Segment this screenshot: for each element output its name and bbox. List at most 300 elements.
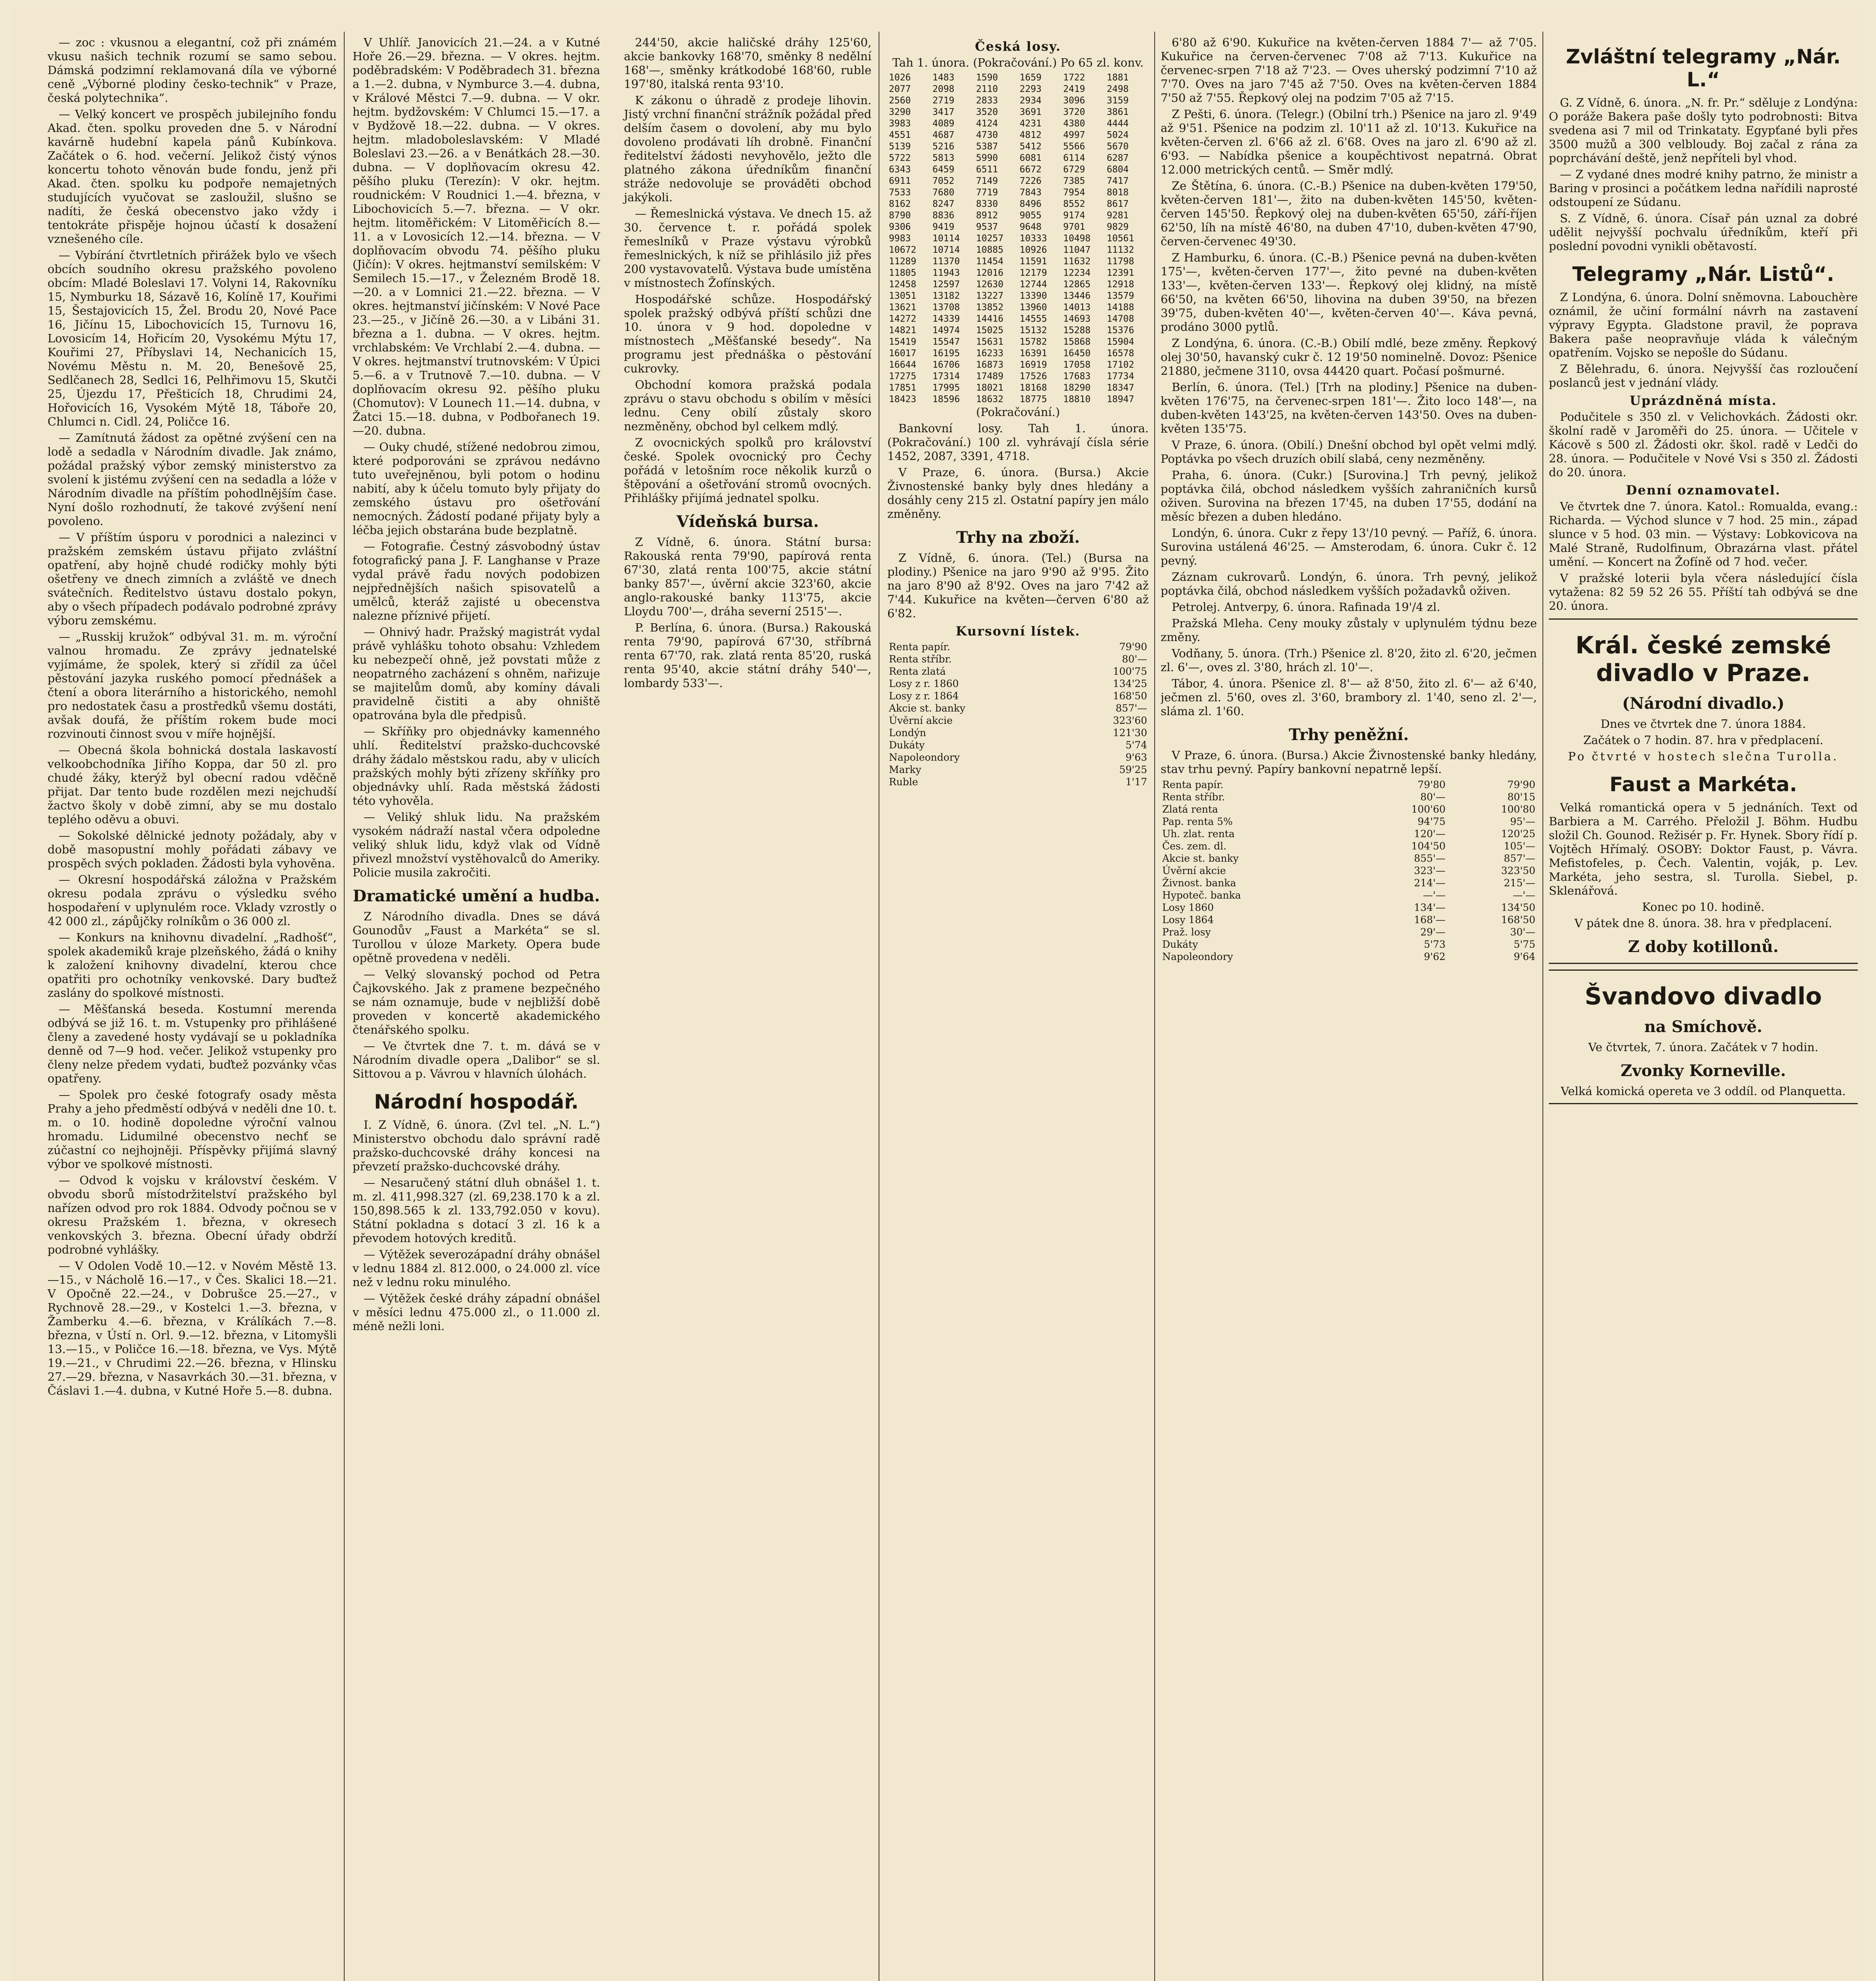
price-value: 80'— [1122, 653, 1147, 665]
lottery-number: 11454 [976, 256, 1004, 267]
rate-row [1161, 950, 1537, 963]
lottery-number: 14821 [889, 325, 917, 336]
lottery-number: 3861 [1107, 107, 1129, 117]
lottery-number: 10672 [889, 245, 917, 255]
section-heading-lots: Česká losy. [975, 39, 1061, 54]
article-paragraph: V pražské loterii byla včera následující čísla vytažena: 82 59 52 26 55. Příští tah odbývá se dne 20. února. [1549, 571, 1858, 613]
lottery-number: 9983 [889, 233, 911, 244]
theatre-title: Král. české zemské divadlo v Praze. [1575, 632, 1831, 687]
rate-row [1161, 840, 1537, 852]
rate-name: Praž. losy [1162, 926, 1211, 938]
price-row [887, 690, 1149, 702]
column-rule [344, 32, 345, 1981]
lottery-row [887, 118, 1149, 130]
article-paragraph: Praha, 6. února. (Cukr.) [Surovina.] Trh pevný, jelikož poptávka čilá, obchod následkem vyšších zahraničních kursů oživen. Surovina na březen 17'45, na duben 17'55, dodání na měsíc březen a duben hledáno. [1161, 468, 1537, 523]
rate-bid: —'— [1423, 889, 1446, 901]
price-value: 100'75 [1113, 666, 1147, 677]
lottery-number: 12016 [976, 268, 1004, 278]
article-paragraph: G. Z Vídně, 6. února. „N. fr. Pr.“ sděluje z Londýna: O poráže Bakera paše došly tyto podrobnosti: Bitva svedena asi 7 mil od Trinkataty. Egypťané byli přes 3500 mužů a 300 velbloudy. Boj začal z rána za poprchávání deště, jenž nepříteli byl vhod. [1549, 96, 1858, 165]
price-value: 323'60 [1113, 715, 1147, 726]
rate-ask: 120'25 [1501, 828, 1535, 840]
article-paragraph: — Z vydané dnes modré knihy patrno, že ministr a Baring v prosinci a počátkem ledna nařídili naprosté odstoupení ze Súdanu. [1549, 168, 1858, 209]
lottery-number: 8790 [889, 210, 911, 221]
article-paragraph: — Fotografie. Čestný zásvobodný ústav fotografický pana J. F. Langhanse v Praze vydal právě řadu nových podobizen nejpřednějších našich spisovatelů a umělců, kteráž zajisté u obecenstva nalezne příznivé přijetí. [353, 540, 600, 622]
lottery-number: 13579 [1107, 291, 1134, 301]
article-paragraph: Z Národního divadla. Dnes se dává Gounodův „Faust a Markéta“ se sl. Turollou v úloze Markety. Opera bude opětně provedena v neděli. [353, 910, 600, 965]
lottery-number: 17683 [1063, 371, 1091, 382]
rate-name: Renta papír. [1162, 779, 1224, 790]
price-row [887, 763, 1149, 776]
lottery-number: 16919 [1020, 360, 1047, 370]
rate-name: Napoleondory [1162, 951, 1233, 962]
lottery-number: 5216 [932, 141, 955, 152]
lottery-number: 4380 [1063, 118, 1085, 129]
price-row [887, 751, 1149, 763]
article-paragraph: Z ovocnických spolků pro království české. Spolek ovocnický pro Čechy pořádá v letošním roce několik kurzů o štěpování a ošetřování stromů ovocných. Přihlášky přijímá jednatel spolku. [624, 436, 871, 505]
lottery-number: 3290 [889, 107, 911, 117]
lottery-row [887, 233, 1149, 244]
lottery-number: 15376 [1107, 325, 1134, 336]
column-3 [887, 36, 1149, 1981]
theatre-title: Švandovo divadlo [1584, 983, 1822, 1010]
lottery-number: 1483 [932, 73, 955, 83]
lottery-number: 7719 [976, 187, 998, 198]
section-heading-notices: Denní oznamovatel. [1626, 483, 1781, 498]
article-paragraph: — Veliký shluk lidu. Na pražském vysokém nádraží nastal včera odpoledne veliký shluk lidu, když vlak od Vídně přivezl množství vystěhovalců do Ameriky. Policie musila zakročiti. [353, 810, 600, 879]
lottery-number: 4687 [932, 130, 955, 140]
article-paragraph: — Výtěžek severozápadní dráhy obnášel v lednu 1884 zl. 812.000, o 24.000 zl. více než v lednu roku minulého. [353, 1248, 600, 1289]
lottery-number: 12744 [1020, 279, 1047, 290]
lottery-number: 14708 [1107, 314, 1134, 324]
lottery-number: 11591 [1020, 256, 1047, 267]
lottery-number: 10885 [976, 245, 1004, 255]
lottery-number: 14974 [932, 325, 960, 336]
lottery-number: 4231 [1020, 118, 1042, 129]
lottery-number: 2293 [1020, 84, 1042, 94]
lottery-number: 7680 [932, 187, 955, 198]
rate-name: Akcie st. banky [1162, 853, 1239, 864]
lottery-row [887, 359, 1149, 371]
lottery-number: 2077 [889, 84, 911, 94]
lottery-number: 10257 [976, 233, 1004, 244]
lottery-number: 16391 [1020, 348, 1047, 359]
price-value: 121'30 [1113, 727, 1147, 739]
theatre-subtitle: na Smíchově. [1644, 1017, 1763, 1036]
lottery-number: 12179 [1020, 268, 1047, 278]
section-heading-economy: Národní hospodář. [374, 1090, 579, 1113]
lottery-number: 18596 [932, 394, 960, 405]
lottery-number: 4997 [1063, 130, 1085, 140]
rate-bid: 323'— [1414, 865, 1446, 876]
lottery-number: 14693 [1063, 314, 1091, 324]
article-paragraph: — Sokolské dělnické jednoty požádaly, aby v době masopustní mohly pořádati zábavy ve prospěch svých pokladen. Žádosti byla vyhověna. [48, 829, 337, 870]
article-paragraph: — „Russkij kružok“ odbýval 31. m. m. výroční valnou hromadu. Ze zprávy jednatelské vyjímáme, že spolek, který si zřídil za účel pěstování jazyka ruského pomocí přednášek a čtení a obora literárního a historického, nemohl pro nedostatek času a prostředků všemu dostáti, avšak doufá, že příštím rokem bude moci rozvinouti činnost svou v míře hojnější. [48, 630, 337, 740]
lottery-number: 9537 [976, 222, 998, 232]
price-name: Dukáty [889, 739, 925, 751]
lottery-row [887, 290, 1149, 302]
lottery-number: 16644 [889, 360, 917, 370]
price-name: Akcie st. banky [889, 702, 965, 714]
lottery-row [887, 302, 1149, 313]
lottery-number: 4812 [1020, 130, 1042, 140]
price-name: Losy z r. 1864 [889, 690, 959, 702]
article-paragraph: P. Berlína, 6. února. (Bursa.) Rakouská renta 79'90, papírová 67'30, stříbrná renta 67'70, rak. zlatá renta 85'20, ruská renta 95'40, akcie státní dráhy 540'—, lombardy 533'—. [624, 621, 871, 690]
lottery-number: 1026 [889, 73, 911, 83]
article-paragraph: — Ve čtvrtek dne 7. t. m. dává se v Národním divadle opera „Dalibor“ se sl. Sittovou a p. Vávrou v hlavních úlohách. [353, 1039, 600, 1080]
rate-row [1161, 877, 1537, 889]
lottery-number: 2719 [932, 95, 955, 106]
lottery-number: 8018 [1107, 187, 1129, 198]
lottery-number: 6511 [976, 164, 998, 175]
column-2 [353, 36, 871, 1981]
article-paragraph: — Výtěžek české dráhy západní obnášel v měsíci lednu 475.000 zl., o 11.000 zl. méně nežli loni. [353, 1292, 600, 1333]
lottery-number: 14272 [889, 314, 917, 324]
lottery-number: 11798 [1107, 256, 1134, 267]
lottery-number: 13960 [1020, 302, 1047, 313]
section-heading-telegrams-special: Zvláštní telegramy „Nár. L.“ [1566, 45, 1841, 91]
lottery-number: 6114 [1063, 153, 1085, 163]
lottery-number: 5990 [976, 153, 998, 163]
lottery-row [887, 267, 1149, 279]
article-paragraph: — Okresní hospodářská záložna v Pražském okresu podala zprávu o výsledku svého hospodaření v uplynulém roce. Vklady vzrostly o 42 000 zl., zápůjčky rolníkům o 36 000 zl. [48, 873, 337, 928]
lottery-number: 10714 [932, 245, 960, 255]
lottery-number: 5813 [932, 153, 955, 163]
article-paragraph: — Skříňky pro objednávky kamenného uhlí. Ředitelství pražsko-duchcovské dráhy žádalo městskou radu, aby v ulicích pražských mohly býti zřízeny skříňky pro objednávky uhlí. Rada městská žádosti této vyhověla. [353, 725, 600, 807]
lottery-number: 12865 [1063, 279, 1091, 290]
article-paragraph: Z Vídně, 6. února. (Tel.) (Bursa na plodiny.) Pšenice na jaro 9'90 až 9'95. Žito na jaro 8'90 až 8'92. Oves na jaro 7'42 až 7'44. Kukuřice na květen—červen 6'80 až 6'82. [887, 551, 1149, 620]
price-row [887, 678, 1149, 690]
lottery-row [887, 256, 1149, 267]
lottery-number: 7843 [1020, 187, 1042, 198]
article-paragraph: — Ohnivý hadr. Pražský magistrát vydal právě vyhlášku tohoto obsahu: Vzhledem ku nebezpečí ohně, jež povstati může z neopatrného zacházení s ohněm, nařizuje se majitelům domů, aby komíny dávali pravidelně čistiti a aby ohniště opatrována byla dle předpisů. [353, 625, 600, 722]
lottery-number: 13051 [889, 291, 917, 301]
article-paragraph: — Velký koncert ve prospěch jubilejního fondu Akad. čten. spolku proveden dne 5. v Národní kavárně hudební kapela pánů Kubínkova. Začátek o 6. hod. večerní. Jelikož čistý výnos koncertu tohoto věnován bude fondu, jenž při Akad. čten. spolku ku podpoře nemajetných studujících vyučovat se zasloužil, slušno se nadíti, že česká obecenstvo jako vždy i tentokráte přispěje hojnou účastí k dosažení vznešeného cíle. [48, 107, 337, 246]
article-paragraph: — Ouky chudé, stížené nedobrou zimou, které podporováni se zprávou nedávno tuto uveřejněnou, byli potom o hodinu nabití, aby k účelu tomuto byly přijaty do zemského ústavu pro ošetřování nemocných. Žádostí podané přijaty byly a léčba jejich obstarána bude bezplatně. [353, 440, 600, 537]
lottery-row [887, 130, 1149, 141]
lottery-number: 1590 [976, 73, 998, 83]
article-paragraph: — Spolek pro české fotografy osady města Prahy a jeho předměstí odbývá v neděli dne 10. t. m. o 10. hodině dopoledne výroční valnou hromadu. Lidumilné obecenstvo nechť se zúčastní co nejhojněji. Příspěvky přijímá slavný výbor ve spolkové místnosti. [48, 1088, 337, 1171]
lottery-row [887, 72, 1149, 84]
rate-bid: 9'62 [1424, 951, 1446, 962]
rate-name: Dukáty [1162, 939, 1198, 950]
rate-ask: 134'50 [1501, 902, 1535, 913]
lottery-number: 9306 [889, 222, 911, 232]
newspaper-page [12, 8, 1864, 1981]
column-rule [1154, 32, 1155, 1981]
lottery-number: 3720 [1063, 107, 1085, 117]
rate-name: Čes. zem. dl. [1162, 840, 1227, 852]
lottery-number: 6343 [889, 164, 911, 175]
price-name: Ruble [889, 776, 918, 788]
rate-bid: 29'— [1420, 926, 1446, 938]
lottery-number: 3691 [1020, 107, 1042, 117]
lottery-number: 18810 [1063, 394, 1091, 405]
lottery-number: 11370 [932, 256, 960, 267]
price-row [887, 665, 1149, 678]
lottery-number: 10114 [932, 233, 960, 244]
lottery-number: 2419 [1063, 84, 1085, 94]
rate-bid: 168'— [1414, 914, 1446, 926]
lottery-number: 17734 [1107, 371, 1134, 382]
lottery-number: 15025 [976, 325, 1004, 336]
lottery-number: 14416 [976, 314, 1004, 324]
rate-ask: 79'90 [1507, 779, 1535, 790]
rate-ask: 80'15 [1507, 791, 1535, 803]
price-table [887, 641, 1149, 788]
article-paragraph: — Měšťanská beseda. Kostumní merenda odbývá se již 16. t. m. Vstupenky pro přihlášené členy a zavedené hosty vydávají se u pokladníka denně od 7—9 hod. večer. Jelikož vstupenky pro členy nelze předem vydati, buďtež pozvánky včas opatřeny. [48, 1002, 337, 1085]
lottery-number: 3096 [1063, 95, 1085, 106]
lottery-row [887, 336, 1149, 348]
lottery-number: 17314 [932, 371, 960, 382]
lottery-number: 2498 [1107, 84, 1129, 94]
lottery-number: 9829 [1107, 222, 1129, 232]
lottery-number: 2110 [976, 84, 998, 94]
lottery-number: 10333 [1020, 233, 1047, 244]
lottery-number: 13446 [1063, 291, 1091, 301]
lottery-number: 14188 [1107, 302, 1134, 313]
article-paragraph: Vodňany, 5. února. (Trh.) Pšenice zl. 8'20, žito zl. 6'20, ječmen zl. 6'—, oves zl. 3'80, hrách zl. 10'—. [1161, 647, 1537, 674]
lottery-number: 6729 [1063, 164, 1085, 175]
rate-bid: 120'— [1414, 828, 1446, 840]
price-name: Londýn [889, 727, 926, 739]
lottery-number: 16450 [1063, 348, 1091, 359]
price-row [887, 653, 1149, 665]
lottery-number: 18347 [1107, 383, 1134, 393]
price-name: Renta stříbr. [889, 653, 952, 665]
lottery-number: 5387 [976, 141, 998, 152]
lottery-number: 8330 [976, 199, 998, 209]
article-paragraph: — Odvod k vojsku v království českém. V obvodu sborů místodržitelství pražského byl nařízen odvod pro rok 1884. Odvody počnou se v okresu Pražském 1. března, v okresech venkovských 3. března. Obecní úřady obdrží podrobné vyhlášky. [48, 1174, 337, 1256]
lottery-row [887, 325, 1149, 336]
lottery-number: 6672 [1020, 164, 1042, 175]
lottery-row [887, 95, 1149, 107]
lottery-row [887, 187, 1149, 198]
lottery-row [887, 371, 1149, 382]
lottery-number: 16578 [1107, 348, 1134, 359]
lottery-number: 17489 [976, 371, 1004, 382]
lottery-number: 3520 [976, 107, 998, 117]
price-value: 857'— [1115, 702, 1147, 714]
lottery-number: 13390 [1020, 291, 1047, 301]
lottery-number: 16233 [976, 348, 1004, 359]
price-row [887, 714, 1149, 727]
theatre-date: Dnes ve čtvrtek dne 7. února 1884. [1600, 717, 1806, 731]
column-5 [1549, 36, 1858, 1981]
rate-bid: 5'73 [1424, 939, 1446, 950]
lottery-number: 11805 [889, 268, 917, 278]
theatre-next: V pátek dne 8. února. 38. hra v předplacení. [1574, 916, 1832, 930]
price-name: Losy z r. 1860 [889, 678, 959, 689]
lottery-number: 8836 [932, 210, 955, 221]
lottery-number: 1881 [1107, 73, 1129, 83]
lottery-number: 11289 [889, 256, 917, 267]
lottery-number: 10498 [1063, 233, 1091, 244]
lottery-row [887, 107, 1149, 118]
lottery-number: 15288 [1063, 325, 1091, 336]
lottery-number: 17058 [1063, 360, 1091, 370]
lottery-number: 10561 [1107, 233, 1134, 244]
lottery-number: 3159 [1107, 95, 1129, 106]
price-value: 134'25 [1113, 678, 1147, 689]
rate-ask: 5'75 [1514, 939, 1535, 950]
column-2-left [353, 36, 600, 1336]
lottery-number: 4124 [976, 118, 998, 129]
rate-bid: 100'60 [1411, 803, 1446, 815]
rate-row [1161, 779, 1537, 791]
rate-bid: 80'— [1420, 791, 1446, 803]
price-name: Úvěrní akcie [889, 715, 953, 726]
rate-name: Losy 1864 [1162, 914, 1214, 926]
rate-ask: 168'50 [1501, 914, 1535, 926]
lottery-row [887, 153, 1149, 164]
article-paragraph: — Řemeslnická výstava. Ve dnech 15. až 30. července t. r. pořádá spolek řemeslníků v Praze výstavu výrobků řemeslnických, k níž se přihlásilo již přes 200 vystavovatelů. Výstava bude umístěna v místnostech Žofínských. [624, 207, 871, 290]
lottery-number: 3417 [932, 107, 955, 117]
theatre-play-text: Velká romantická opera v 5 jednáních. Text od Barbiera a M. Carrého. Přeložil J. Böhm. Hudbu složil Ch. Gounod. Režisér p. Fr. Hynek. Sbory řídí p. Vojtěch Hřímalý. OSOBY: Doktor Faust, p. Vávra. Mefistofeles, p. Čech. Valentin, voják, p. Lev. Markéta, jeho sestra, sl. Turolla. Siebel, p. Sklenářová. [1549, 801, 1858, 897]
article-paragraph: Tábor, 4. února. Pšenice zl. 8'— až 8'50, žito zl. 6'— až 6'40, ječmen zl. 5'60, oves zl. 3'60, brambory zl. 1'40, seno zl. 2'—, sláma zl. 1'60. [1161, 677, 1537, 718]
lottery-number: 18168 [1020, 383, 1047, 393]
lottery-number: 11047 [1063, 245, 1091, 255]
lottery-number: 9055 [1020, 210, 1042, 221]
rate-bid: 79'80 [1417, 779, 1446, 790]
section-heading-prices: Kursovní lístek. [955, 624, 1081, 639]
section-heading-grain: Trhy na zboží. [956, 528, 1080, 547]
lottery-number: 6804 [1107, 164, 1129, 175]
lots-intro: Tah 1. února. (Pokračování.) Po 65 zl. konv. [892, 56, 1144, 69]
rate-row [1161, 926, 1537, 938]
rate-bid: 94'75 [1417, 816, 1446, 827]
rate-ask: 95'— [1510, 816, 1535, 827]
lottery-number: 18947 [1107, 394, 1134, 405]
lottery-number: 14555 [1020, 314, 1047, 324]
lottery-number: 12458 [889, 279, 917, 290]
lottery-number: 15419 [889, 337, 917, 347]
rate-ask: 100'80 [1501, 803, 1535, 815]
lottery-row [887, 198, 1149, 210]
lottery-number: 15904 [1107, 337, 1134, 347]
lottery-number: 12597 [932, 279, 960, 290]
price-row [887, 739, 1149, 751]
article-paragraph: Obchodní komora pražská podala zprávu o stavu obchodu s obilím v měsíci lednu. Ceny obilí zůstaly skoro nezměněny, obchod byl celkem mdlý. [624, 378, 871, 433]
price-name: Marky [889, 764, 921, 775]
lottery-number: 16017 [889, 348, 917, 359]
lottery-number: 7149 [976, 176, 998, 186]
lottery-row [887, 141, 1149, 153]
theatre-guest: Po čtvrté v hostech slečna Turolla. [1568, 750, 1839, 763]
article-paragraph: — Konkurs na knihovnu divadelní. „Radhošť“, spolek akademiků kraje plzeňského, žádá o knihy k založení knihovny divadelní, kterou chce opatřiti pro ochotníky venkovské. Dary buďtež zaslány do spolkové místnosti. [48, 931, 337, 1000]
lottery-number: 5670 [1107, 141, 1129, 152]
lottery-number: 12918 [1107, 279, 1134, 290]
lottery-row [887, 382, 1149, 394]
lottery-number: 5139 [889, 141, 911, 152]
article-paragraph: S. Z Vídně, 6. února. Císař pán uznal za dobré udělit nejvyšší pochvalu úředníkům, kteří při poslední povodni vynikli obětavostí. [1549, 212, 1858, 253]
lottery-number: 12630 [976, 279, 1004, 290]
section-heading-bourse: Vídeňská bursa. [676, 512, 819, 531]
lottery-number: 2833 [976, 95, 998, 106]
lottery-number: 8912 [976, 210, 998, 221]
lottery-number: 1722 [1063, 73, 1085, 83]
lottery-number: 12234 [1063, 268, 1091, 278]
price-value: 79'90 [1119, 641, 1147, 653]
rate-row [1161, 938, 1537, 950]
rate-name: Živnost. banka [1162, 877, 1236, 889]
rate-ask: 323'50 [1501, 865, 1535, 876]
article-paragraph: Z Vídně, 6. února. Státní bursa: Rakouská renta 79'90, papírová renta 67'30, zlatá renta 100'75, akcie státní banky 857'—, úvěrní akcie 323'60, akcie anglo-rakouské banky 113'75, akcie Lloydu 700'—, dráha severní 2515'—. [624, 535, 871, 618]
lottery-numbers-table [887, 72, 1149, 405]
article-paragraph: — Zamítnutá žádost za opětné zvýšení cen na lodě a sedadla v Národním divadle. Jak známo, požádal pražský výbor zemský ministerstvo za svolení k jistému zvýšení cen na sedadla a lóže v Národním divadle na příštím pohodlnějším čase. Nyní došlo rozhodnutí, že takové zvýšení není povoleno. [48, 431, 337, 528]
lottery-number: 15132 [1020, 325, 1047, 336]
price-row [887, 641, 1149, 653]
article-paragraph: — Velký slovanský pochod od Petra Čajkovského. Jak z pramene bezpečného se nám oznamuje, bude v nejbližší době proveden v koncertě akademického čtenářského spolku. [353, 968, 600, 1036]
article-paragraph: 244'50, akcie haličské dráhy 125'60, akcie bankovky 168'70, směnky 8 nedělní 168'—, směnky krátkodobé 168'60, ruble 197'80, italská renta 93'10. [624, 36, 871, 91]
theatre-play-title: Zvonky Korneville. [1621, 1061, 1786, 1080]
lottery-number: 2098 [932, 84, 955, 94]
lottery-number: 8552 [1063, 199, 1085, 209]
price-name: Renta papír. [889, 641, 950, 653]
lottery-number: 5566 [1063, 141, 1085, 152]
lottery-row [887, 221, 1149, 233]
rate-row [1161, 889, 1537, 901]
rate-row [1161, 803, 1537, 815]
article-paragraph: — zoc : vkusnou a elegantní, což při známém vkusu našich technik rozumí se samo sebou. Dámská podzimní reklamovaná díla ve výborné ceně „Výborné plodiny česko-technik“ v Praze, česká polytechnika“. [48, 36, 337, 105]
lottery-number: 14013 [1063, 302, 1091, 313]
lottery-number: 7385 [1063, 176, 1085, 186]
lottery-row [887, 394, 1149, 405]
rate-ask: 30'— [1510, 926, 1535, 938]
article-paragraph: Z Hamburku, 6. února. (C.-B.) Pšenice pevná na duben-květen 175'—, květen-červen 177'—, žito pevné na duben-květen 133'—, květen-červen 133'—. Řepkový olej klidný, na místě 66'50, na květen 66'50, lihovina na duben 39'50, na březen 39'75, duben-květen 40'—, květen-červen 40'—. Káva pevná, prodáno 3000 pytlů. [1161, 251, 1537, 334]
article-paragraph: Berlín, 6. února. (Tel.) [Trh na plodiny.] Pšenice na duben-květen 176'75, na červenec-srpen 181'—. Žito loco 148'—, na duben-květen 143'25, na květen-červen 143'50. Oves na duben-květen 135'75. [1161, 380, 1537, 435]
lottery-number: 17102 [1107, 360, 1134, 370]
lottery-number: 9701 [1063, 222, 1085, 232]
rate-ask: 857'— [1504, 853, 1535, 864]
article-paragraph: — Obecná škola bohnická dostala laskavostí velkoobchodníka Jiřího Koppa, dar 50 zl. pro chudé žáky, kterýž byl obecní radou vděčně přijat. Dar tento bude rozdělen mezi nejchudší žactvo školy v době zimní, aby se mu dostalo teplého oděvu a obuvi. [48, 743, 337, 826]
article-paragraph: V Uhlíř. Janovicích 21.—24. a v Kutné Hoře 26.—29. března. — V okres. hejtm. poděbradském: V Poděbradech 31. března a 1.—2. dubna, v Nymburce 3.—4. dubna, v Králové Městci 7.—9. dubna. — V okr. hejtm. bydžovském: V Chlumci 15.—17. a v Bydžově 18.—22. dubna. — V okres. hejtm. mladoboleslavském: V Mladé Boleslavi 23.—26. a v Benátkách 28.—30. dubna. — V doplňovacím okresu 42. pěšího pluku (Terezín): V okr. hejtm. roudnickém: V Roudnici 1.—4. března, v Libochovicích 5.—7. března. — V okr. hejtm. litoměřickém: V Litoměřicích 8.—11. a v Lovosicích 12.—14. března. — V doplňovacím obvodu 74. pěšího pluku (Jičín): V okres. hejtmanství semilském: V Semilech 15.—17., v Železném Brodě 18.—20. a v Lomnici 21.—22. března. — V okres. hejtmanství jičínském: V Nové Pace 23.—25., v Jičíně 26.—30. a v Libáni 31. března a 1. dubna. — V okres. hejtm. vrchlabském: Ve Vrchlabí 2.—4. dubna. — V okres. hejtmanství trutnovském: V Úpici 5.—6. a v Trutnově 7.—10. dubna. — V doplňovacím okresu 92. pěšího pluku (Chomutov): V Lounech 11.—14. dubna, v Žatci 15.—18. dubna, v Podbořanech 19.—20. dubna. [353, 36, 600, 437]
lottery-number: 8496 [1020, 199, 1042, 209]
article-paragraph: Bankovní losy. Tah 1. února. (Pokračování.) 100 zl. vyhrávají čísla série 1452, 2087, 3391, 4718. [887, 422, 1149, 463]
lottery-number: 4730 [976, 130, 998, 140]
rate-bid: 134'— [1414, 902, 1446, 913]
rate-ask: 215'— [1504, 877, 1535, 889]
lottery-number: 16873 [976, 360, 1004, 370]
article-paragraph: Ze Štětína, 6. února. (C.-B.) Pšenice na duben-květen 179'50, květen-červen 181'—, žito na duben-květen 145'50, květen-červen 145'50. Řepkový olej na duben-květen 65'50, září-říjen 62'50, líh na místě 46'80, na duben 47'10, duben-květen 47'90, červen-červenec 49'30. [1161, 179, 1537, 248]
lottery-number: 18290 [1063, 383, 1091, 393]
article-paragraph: 6'80 až 6'90. Kukuřice na květen-červen 1884 7'— až 7'05. Kukuřice na červen-červenec 7'08 až 7'13. Kukuřice na červenec-srpen 7'18 až 7'23. — Oves uherský podzimní 7'10 až 7'70. Oves na jaro 7'45 až 7'50. Oves na květen-červen 1884 7'50 až 7'55. Řepkový olej na podzim 7'05 až 7'15. [1161, 36, 1537, 105]
rate-ask: —'— [1513, 889, 1535, 901]
article-paragraph: V Praze, 6. února. (Bursa.) Akcie Živnostenské banky byly dnes hledány a dosáhly ceny 215 zl. Ostatní papíry jen málo změněny. [887, 466, 1149, 521]
rate-name: Pap. renta 5% [1162, 816, 1233, 827]
lottery-number: 6459 [932, 164, 955, 175]
price-name: Napoleondory [889, 752, 960, 763]
lottery-number: 2934 [1020, 95, 1042, 106]
lottery-number: 15782 [1020, 337, 1047, 347]
article-paragraph: Londýn, 6. února. Cukr z řepy 13'/10 pevný. — Paříž, 6. února. Surovina ustálená 46'25. — Amsterodam, 6. února. Cukr č. 12 pevný. [1161, 526, 1537, 567]
article-paragraph: Z Londýna, 6. února. (C.-B.) Obilí mdlé, beze změny. Řepkový olej 30'50, havanský cukr č. 12 19'50 nominelně. Dovoz: Pšenice 21880, ječmene 3110, ovsa 44420 quart. Počasí pošmurné. [1161, 336, 1537, 378]
article-paragraph: Petrolej. Antverpy, 6. února. Rafinada 19'/4 zl. [1172, 600, 1440, 614]
price-value: 5'74 [1125, 739, 1147, 751]
lottery-number: 8247 [932, 199, 955, 209]
lottery-number: 15868 [1063, 337, 1091, 347]
lottery-number: 5722 [889, 153, 911, 163]
article-paragraph: Podučitele s 350 zl. v Velichovkách. Žádosti okr. školní radě v Jaroměři do 25. února. — Učitele v Kácově s 500 zl. Žádosti okr. škol. radě v Ledči do 28. února. — Podučitele v Nové Vsi s 350 zl. Žádosti do 20. února. [1549, 410, 1858, 479]
lottery-number: 14339 [932, 314, 960, 324]
rate-row [1161, 828, 1537, 840]
lottery-number: 11132 [1107, 245, 1134, 255]
lottery-number: 17526 [1020, 371, 1047, 382]
price-value: 9'63 [1125, 752, 1147, 763]
theatre-national-ad [1549, 618, 1858, 964]
lottery-number: 9174 [1063, 210, 1085, 221]
theatre-play-text: Velká komická opereta ve 3 oddíl. od Planquetta. [1561, 1084, 1846, 1098]
lottery-row [887, 313, 1149, 325]
